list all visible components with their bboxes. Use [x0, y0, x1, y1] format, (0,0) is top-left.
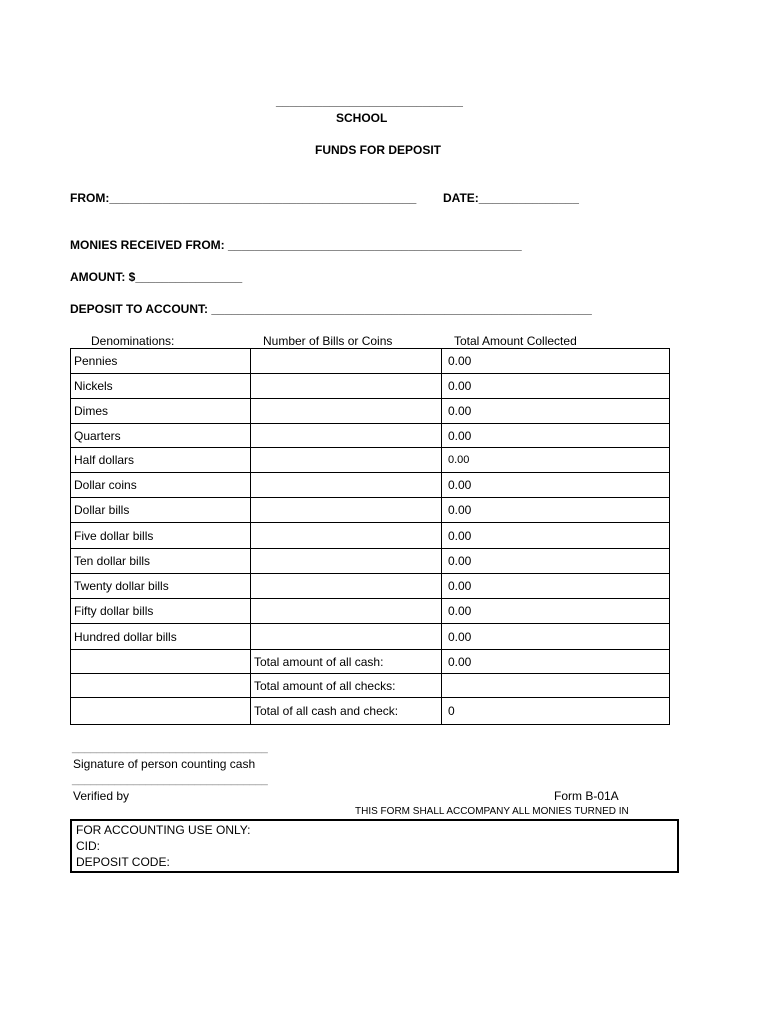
table-row	[71, 599, 670, 624]
table-row	[71, 574, 670, 599]
total-cell[interactable]: 0.00	[442, 349, 670, 374]
total-checks-value[interactable]	[442, 674, 670, 698]
count-cell[interactable]	[251, 574, 442, 599]
school-name-blank[interactable]: ____________________________	[276, 94, 463, 108]
table-row	[71, 374, 670, 399]
count-cell[interactable]	[251, 399, 442, 424]
grand-total-value[interactable]: 0	[442, 698, 670, 725]
total-cell[interactable]: 0.00	[442, 599, 670, 624]
accounting-box	[70, 819, 679, 873]
accounting-title: FOR ACCOUNTING USE ONLY:	[76, 823, 251, 837]
date-field[interactable]: DATE:_______________	[443, 191, 579, 205]
count-cell[interactable]	[251, 624, 442, 650]
row-label: Pennies	[71, 349, 251, 374]
total-cell[interactable]: 0.00	[442, 473, 670, 498]
count-cell[interactable]	[251, 374, 442, 399]
table-row	[71, 448, 670, 473]
counter-signature-label: Signature of person counting cash	[73, 757, 256, 771]
empty-cell	[71, 698, 251, 725]
table-row	[71, 523, 670, 549]
total-cell[interactable]: 0.00	[442, 549, 670, 574]
school-label: SCHOOL	[336, 111, 388, 125]
row-label: Five dollar bills	[71, 523, 251, 549]
total-cash-label: Total amount of all cash:	[251, 650, 442, 674]
total-checks-label: Total amount of all checks:	[251, 674, 442, 698]
row-label: Hundred dollar bills	[71, 624, 251, 650]
count-cell[interactable]	[251, 599, 442, 624]
row-label: Ten dollar bills	[71, 549, 251, 574]
form-title: FUNDS FOR DEPOSIT	[315, 143, 442, 157]
total-cash-value[interactable]: 0.00	[442, 650, 670, 674]
denominations-table	[70, 348, 670, 725]
col-header-count: Number of Bills or Coins	[263, 334, 393, 348]
col-header-total: Total Amount Collected	[454, 334, 577, 348]
form-id: Form B-01A	[554, 789, 619, 803]
count-cell[interactable]	[251, 523, 442, 549]
row-label: Dollar coins	[71, 473, 251, 498]
total-cell[interactable]: 0.00	[442, 374, 670, 399]
cid-field[interactable]: CID:	[76, 839, 100, 853]
col-header-denominations: Denominations:	[91, 334, 175, 348]
form-notice: THIS FORM SHALL ACCOMPANY ALL MONIES TURNED IN	[355, 806, 629, 817]
totals-row	[71, 674, 670, 698]
amount-field[interactable]: AMOUNT: $________________	[70, 270, 243, 284]
verifier-signature-line[interactable]: ________________________________	[72, 774, 268, 786]
count-cell[interactable]	[251, 424, 442, 448]
row-label: Dollar bills	[71, 498, 251, 523]
from-field[interactable]: FROM:______________________________________________	[70, 191, 417, 205]
total-cell[interactable]: 0.00	[442, 399, 670, 424]
row-label: Quarters	[71, 424, 251, 448]
table-row	[71, 399, 670, 424]
table-row	[71, 624, 670, 650]
total-cell[interactable]: 0.00	[442, 523, 670, 549]
row-label: Half dollars	[71, 448, 251, 473]
total-cell[interactable]: 0.00	[442, 498, 670, 523]
grand-total-label: Total of all cash and check:	[251, 698, 442, 725]
totals-row	[71, 698, 670, 725]
deposit-account-field[interactable]: DEPOSIT TO ACCOUNT: _________________________________________________________	[70, 302, 592, 316]
total-cell[interactable]: 0.00	[442, 574, 670, 599]
empty-cell	[71, 650, 251, 674]
row-label: Dimes	[71, 399, 251, 424]
row-label: Twenty dollar bills	[71, 574, 251, 599]
row-label: Fifty dollar bills	[71, 599, 251, 624]
deposit-code-field[interactable]: DEPOSIT CODE:	[76, 855, 170, 869]
count-cell[interactable]	[251, 549, 442, 574]
total-cell[interactable]: 0.00	[442, 424, 670, 448]
row-label: Nickels	[71, 374, 251, 399]
table-row	[71, 349, 670, 374]
monies-received-field[interactable]: MONIES RECEIVED FROM: ____________________________________________	[70, 238, 522, 252]
count-cell[interactable]	[251, 498, 442, 523]
count-cell[interactable]	[251, 349, 442, 374]
totals-row	[71, 650, 670, 674]
count-cell[interactable]	[251, 473, 442, 498]
table-row	[71, 473, 670, 498]
total-cell[interactable]: 0.00	[442, 624, 670, 650]
table-row	[71, 498, 670, 523]
count-cell[interactable]	[251, 448, 442, 473]
table-row	[71, 424, 670, 448]
table-row	[71, 549, 670, 574]
counter-signature-line[interactable]: ________________________________	[72, 742, 268, 754]
verifier-label: Verified by	[73, 789, 130, 803]
total-cell[interactable]: 0.00	[442, 448, 670, 473]
empty-cell	[71, 674, 251, 698]
